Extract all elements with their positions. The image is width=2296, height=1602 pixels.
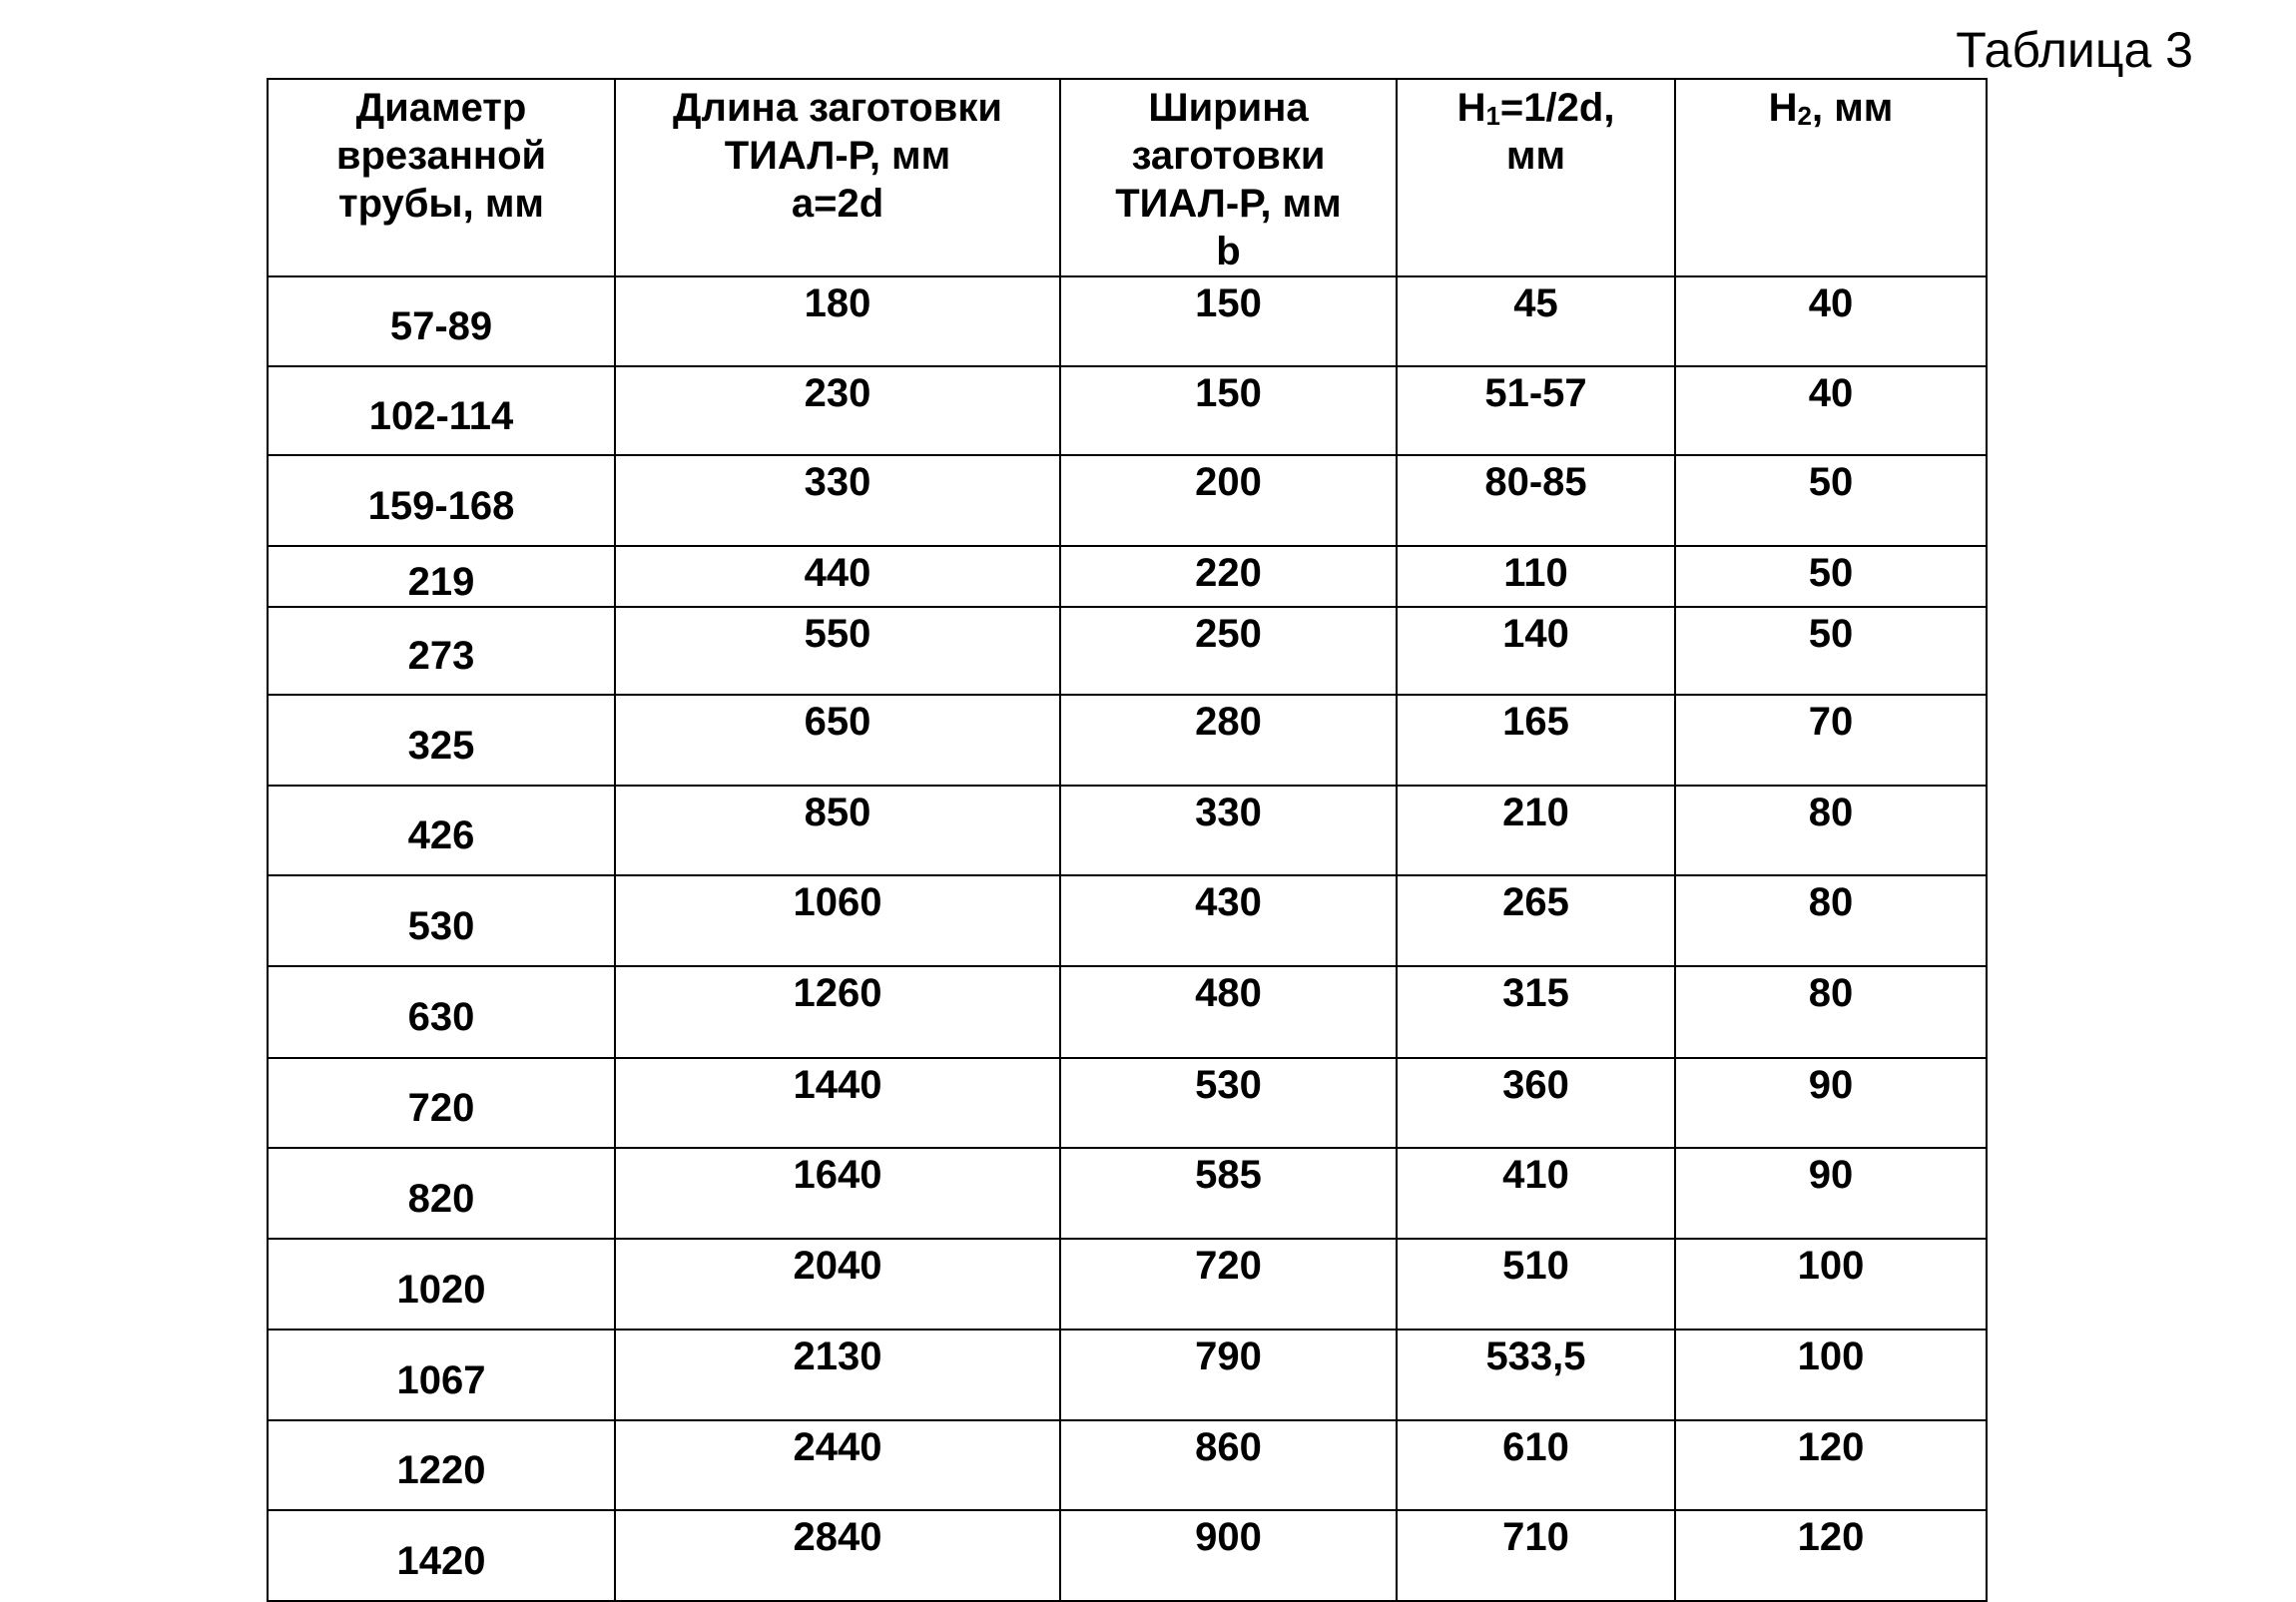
- cell-blank-length: 850: [615, 786, 1060, 875]
- cell-blank-length: 2130: [615, 1330, 1060, 1420]
- cell-diameter: 426: [268, 786, 615, 875]
- cell-blank-length: 650: [615, 695, 1060, 786]
- header-h2-sub: 2: [1797, 101, 1812, 131]
- cell-diameter: 1020: [268, 1239, 615, 1330]
- cell-blank-width: 480: [1060, 966, 1397, 1058]
- header-h1-post: =1/2d, мм: [1499, 86, 1615, 178]
- cell-h2: 80: [1675, 966, 1987, 1058]
- cell-h1: 265: [1397, 875, 1675, 966]
- cell-diameter: 325: [268, 695, 615, 786]
- table-row: [268, 1058, 1987, 1148]
- header-h2-pre: H: [1768, 86, 1798, 130]
- cell-h2: 80: [1675, 786, 1987, 875]
- cell-blank-width: 200: [1060, 455, 1397, 546]
- cell-h1: 110: [1397, 546, 1675, 607]
- data-table: [267, 78, 1988, 1602]
- cell-h1: 410: [1397, 1148, 1675, 1239]
- cell-h2: 40: [1675, 366, 1987, 455]
- cell-diameter: 102-114: [268, 366, 615, 455]
- cell-h1: 610: [1397, 1420, 1675, 1510]
- header-row: [268, 79, 1987, 276]
- header-h2-post: , мм: [1811, 86, 1894, 130]
- cell-h1: 710: [1397, 1510, 1675, 1601]
- cell-h1: 165: [1397, 695, 1675, 786]
- cell-h2: 120: [1675, 1510, 1987, 1601]
- cell-diameter: 159-168: [268, 455, 615, 546]
- cell-blank-width: 150: [1060, 366, 1397, 455]
- cell-h1: 210: [1397, 786, 1675, 875]
- cell-h2: 90: [1675, 1148, 1987, 1239]
- header-blank-length: [615, 79, 1060, 276]
- cell-diameter: 720: [268, 1058, 615, 1148]
- cell-blank-width: 220: [1060, 546, 1397, 607]
- cell-blank-length: 2840: [615, 1510, 1060, 1601]
- cell-blank-width: 280: [1060, 695, 1397, 786]
- cell-blank-length: 2440: [615, 1420, 1060, 1510]
- table-row: [268, 366, 1987, 455]
- header-h1: [1397, 79, 1675, 276]
- table-row: [268, 1330, 1987, 1420]
- table-row: [268, 966, 1987, 1058]
- cell-h2: 90: [1675, 1058, 1987, 1148]
- cell-diameter: 820: [268, 1148, 615, 1239]
- cell-blank-length: 330: [615, 455, 1060, 546]
- cell-h1: 533,5: [1397, 1330, 1675, 1420]
- cell-blank-length: 2040: [615, 1239, 1060, 1330]
- cell-h2: 80: [1675, 875, 1987, 966]
- cell-diameter: 219: [268, 546, 615, 607]
- cell-blank-length: 550: [615, 607, 1060, 695]
- cell-blank-length: 1260: [615, 966, 1060, 1058]
- header-diameter-label: Диаметр врезанной трубы, мм: [335, 86, 547, 226]
- header-h1-pre: H: [1456, 86, 1486, 130]
- cell-diameter: 630: [268, 966, 615, 1058]
- cell-blank-width: 150: [1060, 276, 1397, 366]
- cell-blank-width: 720: [1060, 1239, 1397, 1330]
- table-row: [268, 276, 1987, 366]
- table-row: [268, 607, 1987, 695]
- cell-blank-length: 1440: [615, 1058, 1060, 1148]
- table-row: [268, 1420, 1987, 1510]
- cell-blank-width: 330: [1060, 786, 1397, 875]
- cell-h1: 315: [1397, 966, 1675, 1058]
- cell-blank-width: 250: [1060, 607, 1397, 695]
- table-body: [268, 276, 1987, 1601]
- cell-h2: 120: [1675, 1420, 1987, 1510]
- table-row: [268, 455, 1987, 546]
- cell-blank-length: 440: [615, 546, 1060, 607]
- cell-h1: 45: [1397, 276, 1675, 366]
- cell-diameter: 273: [268, 607, 615, 695]
- table-caption: Таблица 3: [1956, 22, 2193, 78]
- cell-h2: 100: [1675, 1239, 1987, 1330]
- cell-h1: 140: [1397, 607, 1675, 695]
- header-blank-width: [1060, 79, 1397, 276]
- header-h1-label: [1398, 84, 1674, 180]
- header-diameter: [268, 79, 615, 276]
- table-row: [268, 1510, 1987, 1601]
- cell-blank-width: 530: [1060, 1058, 1397, 1148]
- cell-blank-width: 585: [1060, 1148, 1397, 1239]
- cell-h2: 100: [1675, 1330, 1987, 1420]
- cell-h2: 50: [1675, 546, 1987, 607]
- cell-blank-length: 230: [615, 366, 1060, 455]
- header-h1-sub: 1: [1485, 101, 1500, 131]
- cell-blank-length: 180: [615, 276, 1060, 366]
- cell-blank-width: 790: [1060, 1330, 1397, 1420]
- cell-blank-width: 900: [1060, 1510, 1397, 1601]
- cell-h1: 51-57: [1397, 366, 1675, 455]
- header-h2-label: [1676, 84, 1986, 132]
- header-blank-length-label: Длина заготовки ТИАЛ-Р, мм a=2d: [673, 86, 1002, 226]
- table-row: [268, 546, 1987, 607]
- cell-h1: 360: [1397, 1058, 1675, 1148]
- cell-h1: 80-85: [1397, 455, 1675, 546]
- cell-blank-width: 860: [1060, 1420, 1397, 1510]
- cell-blank-length: 1640: [615, 1148, 1060, 1239]
- cell-h2: 50: [1675, 455, 1987, 546]
- table-row: [268, 1148, 1987, 1239]
- cell-h2: 70: [1675, 695, 1987, 786]
- cell-diameter: 1420: [268, 1510, 615, 1601]
- header-h2: [1675, 79, 1987, 276]
- table-row: [268, 1239, 1987, 1330]
- cell-h2: 40: [1675, 276, 1987, 366]
- cell-blank-length: 1060: [615, 875, 1060, 966]
- header-blank-width-label: Ширина заготовки ТИАЛ-Р, мм b: [1115, 86, 1342, 273]
- cell-h1: 510: [1397, 1239, 1675, 1330]
- cell-blank-width: 430: [1060, 875, 1397, 966]
- cell-diameter: 1220: [268, 1420, 615, 1510]
- table-row: [268, 875, 1987, 966]
- cell-diameter: 1067: [268, 1330, 615, 1420]
- cell-h2: 50: [1675, 607, 1987, 695]
- table-row: [268, 786, 1987, 875]
- table-row: [268, 695, 1987, 786]
- cell-diameter: 57-89: [268, 276, 615, 366]
- cell-diameter: 530: [268, 875, 615, 966]
